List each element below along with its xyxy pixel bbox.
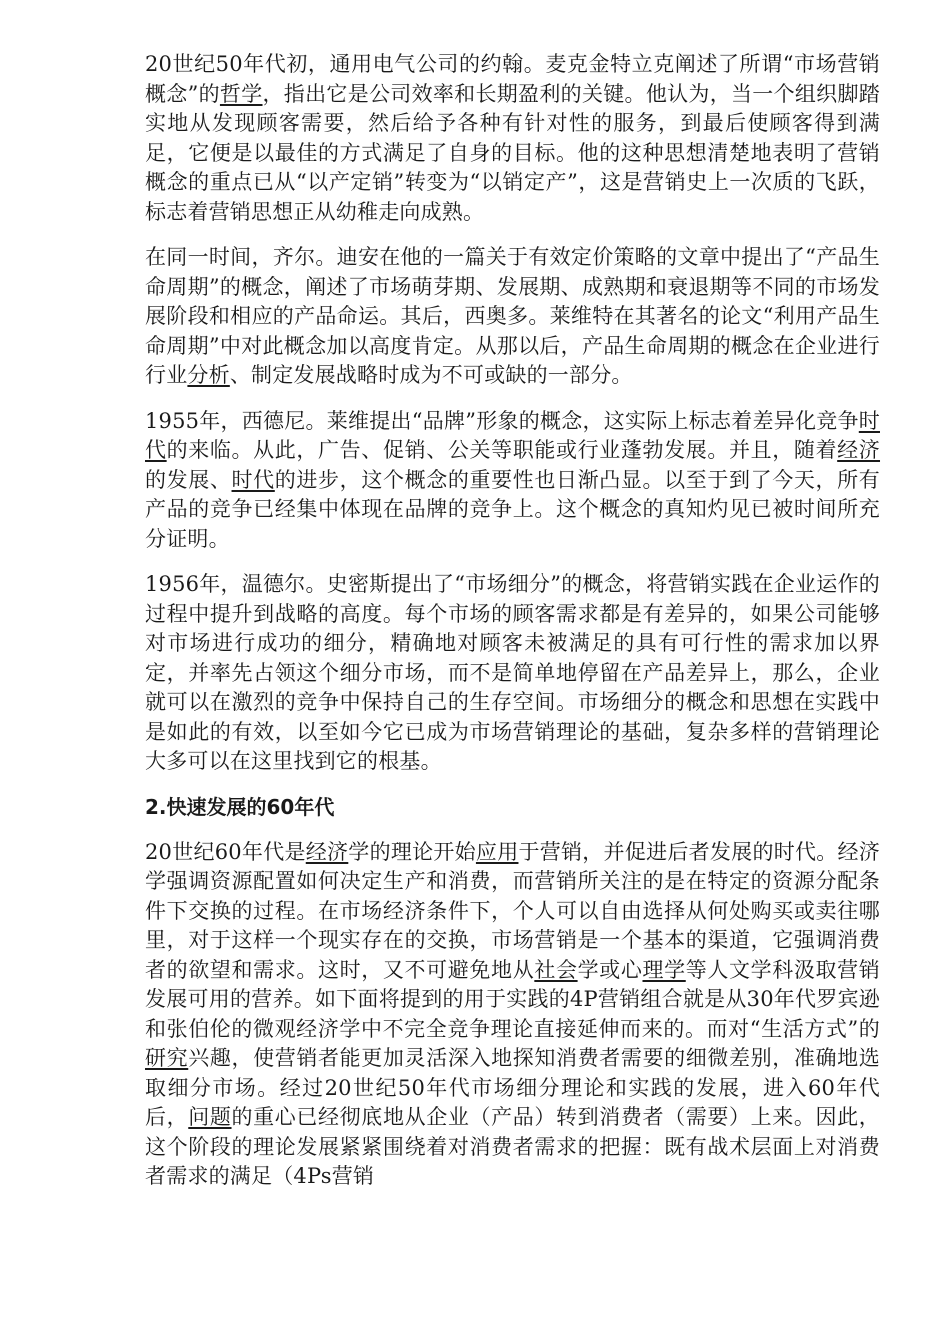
text-link[interactable]: 时代 — [231, 467, 275, 492]
text-run: 、制定发展战略时成为不可或缺的一部分。 — [229, 363, 633, 387]
text-run: 学或心 — [577, 957, 643, 982]
paragraph-marketing-concept — [145, 50, 880, 227]
text-run: 的进步，这个概念的重要性也日渐凸显。以至于到了今天，所有产品的竞争已经集中体现在品牌的竞争上。这个概念的真知灼见已被时间所充分证明。 — [145, 467, 880, 551]
text-link[interactable]: 理学 — [642, 957, 686, 982]
paragraph-product-life-cycle — [145, 243, 880, 391]
text-run: 的重心已经彻底地从企业（产品）转到消费者（需要）上来。因此，这个阶段的理论发展紧紧围绕着对消费者需求的把握：既有战术层面上对消费者需求的满足（4Ps营销 — [145, 1105, 880, 1188]
paragraph-brand-image — [145, 407, 880, 555]
text-run: 20世纪50年代初，通用电气公司的约翰。麦克金特立克阐述了所谓“市场营销概念”的 — [145, 52, 880, 106]
paragraph-sixties — [145, 838, 880, 1192]
text-run: 1956年，温德尔。史密斯提出了“市场细分”的概念，将营销实践在企业运作的过程中提升到战略的高度。每个市场的顾客需求都是有差异的，如果公司能够对市场进行成功的细分，精确地对顾客未被满足的具有可行性的需求加以界定，并率先占领这个细分市场，而不是简单地停留在产品差异上，那么，企业就可以在激烈的竞争中保持自己的生存空间。市场细分的概念和思想在实践中是如此的有效，以至如今它已成为市场营销理论的基础，复杂多样的营销理论大多可以在这里找到它的根基。 — [145, 572, 880, 773]
text-run: 兴趣，使营销者能更加灵活深入地探知消费者需要的细微差别，准确地选取细分市场。经过20世纪50年代市场细分理论和实践的发展，进入60年代后， — [145, 1046, 880, 1129]
text-link[interactable]: 应用 — [475, 839, 519, 864]
text-link[interactable]: 社会 — [534, 957, 578, 982]
text-run: 的来临。从此，广告、促销、公关等职能或行业蓬勃发展。并且，随着 — [166, 438, 838, 462]
text-link[interactable]: 时代 — [145, 408, 880, 462]
text-run: 等人文学科汲取营销发展可用的营养。如下面将提到的用于实践的4P营销组合就是从30年代罗宾逊和张伯伦的微观经济学中不完全竞争理论直接延伸而来的。而对“生活方式”的 — [145, 957, 880, 1041]
text-link[interactable]: 经济 — [837, 438, 881, 462]
text-run: 在同一时间，齐尔。迪安在他的一篇关于有效定价策略的文章中提出了“产品生命周期”的概念，阐述了市场萌芽期、发展期、成熟期和衰退期等不同的市场发展阶段和相应的产品命运。其后，西奥多。莱维特在其著名的论文“利用产品生命周期”中对此概念加以高度肯定。从那以后，产品生命周期的概念在企业进行行业 — [145, 245, 880, 387]
text-link[interactable]: 经济 — [305, 839, 349, 864]
section-heading: 2.快速发展的60年代 — [145, 794, 335, 819]
text-run: 学的理论开始 — [348, 839, 476, 864]
text-run: ，指出它是公司效率和长期盈利的关键。他认为，当一个组织脚踏实地从发现顾客需要，然后给予各种有针对性的服务，到最后使顾客得到满足，它便是以最佳的方式满足了自身的目标。他的这种思想清楚地表明了营销概念的重点已从“以产定销”转变为“以销定产”，这是营销史上一次质的飞跃，标志着营销思想正从幼稚走向成熟。 — [145, 81, 880, 224]
text-run: 的发展、 — [145, 467, 232, 492]
text-link[interactable]: 分析 — [187, 363, 230, 387]
text-run: 20世纪60年代是 — [145, 839, 306, 864]
text-link[interactable]: 研究 — [145, 1046, 189, 1070]
paragraph-market-segmentation — [145, 570, 880, 777]
text-link[interactable]: 哲学 — [219, 81, 263, 106]
text-run: 于营销，并促进后者发展的时代。经济学强调资源配置如何决定生产和消费，而营销所关注的是在特定的资源分配条件下交换的过程。在市场经济条件下，个人可以自由选择从何处购买或卖往哪里，对于这样一个现实存在的交换，市场营销是一个基本的渠道，它强调消费者的欲望和需求。这时，又不可避免地从 — [145, 839, 880, 982]
text-run: 1955年，西德尼。莱维提出“品牌”形象的概念，这实际上标志着差异化竞争 — [145, 408, 859, 433]
text-link[interactable]: 问题 — [188, 1105, 232, 1129]
